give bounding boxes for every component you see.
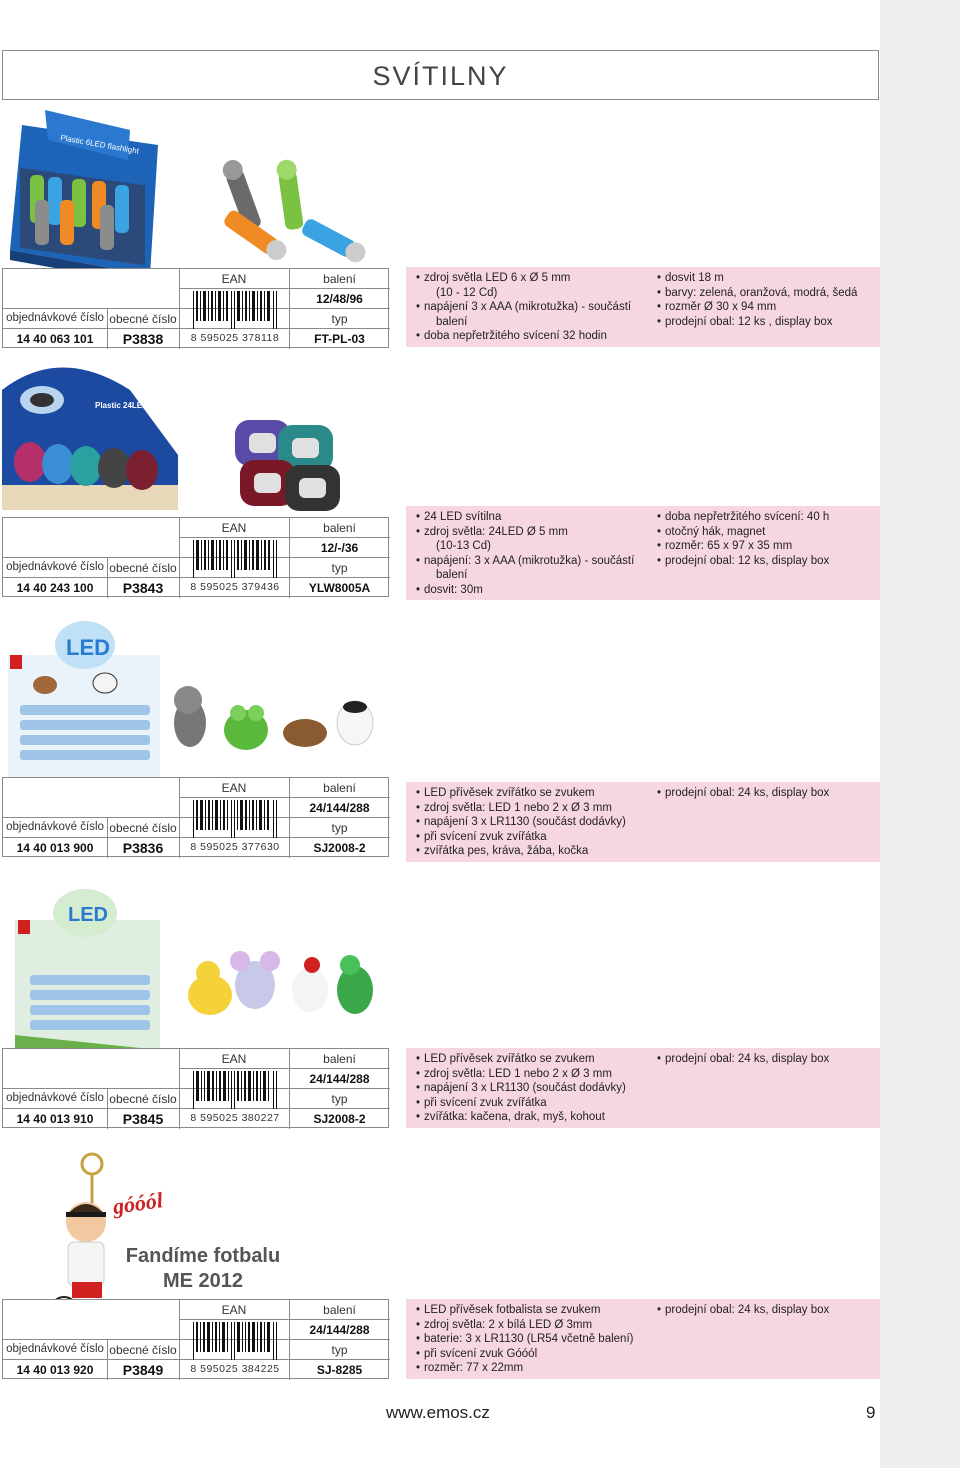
right-margin-strip: [880, 0, 960, 1468]
spec-item: • při svícení zvuk zvířátka: [418, 1096, 650, 1111]
spec-item: • prodejní obal: 12 ks, display box: [659, 554, 879, 569]
general-no-header: obecné číslo: [109, 312, 177, 326]
type-value: SJ2008-2: [313, 841, 366, 855]
ean-digits: 8 595025 384225: [190, 1363, 280, 1375]
spec-item: • LED přívěsek zvířátko se zvukem: [418, 1052, 650, 1067]
spec-item: • rozměr: 65 x 97 x 35 mm: [659, 539, 879, 554]
specs-panel: [406, 506, 880, 600]
general-no-value: P3849: [122, 1362, 164, 1378]
spec-item: • rozměr: 77 x 22mm: [418, 1361, 650, 1376]
specs-left-list: [418, 271, 650, 344]
spec-item: • otočný hák, magnet: [659, 525, 879, 540]
box-label: LED: [66, 635, 110, 660]
spec-item: balení: [436, 315, 468, 328]
type-value: FT-PL-03: [314, 332, 365, 346]
packaging-value: 24/144/288: [309, 1323, 370, 1337]
section-title-box: [2, 50, 879, 100]
general-no-value: P3845: [122, 1111, 164, 1127]
ean-barcode: [187, 1071, 283, 1111]
general-no-value: P3843: [122, 580, 164, 596]
ean-header: EAN: [221, 272, 247, 286]
specs-panel: [406, 782, 880, 862]
type-value: SJ-8285: [316, 1363, 363, 1377]
packaging-value: 12/-/36: [320, 541, 359, 555]
product-info-table: [2, 268, 389, 348]
order-no-value: 14 40 243 100: [16, 581, 94, 595]
spec-item: • prodejní obal: 24 ks, display box: [659, 1052, 879, 1067]
type-header: typ: [331, 312, 348, 326]
packaging-header: balení: [323, 1052, 356, 1066]
dragon-keychain: [337, 955, 373, 1014]
ean-digits: 8 595025 380227: [190, 1112, 280, 1124]
general-no-header: obecné číslo: [109, 1092, 177, 1106]
order-no-header: objednávkové číslo: [6, 821, 104, 833]
packaging-header: balení: [323, 781, 356, 795]
product-info-table: [2, 517, 389, 597]
specs-right-list: [659, 1303, 879, 1318]
spec-item: • rozměr Ø 30 x 94 mm: [659, 300, 879, 315]
spec-item: • 24 LED svítilna: [418, 510, 650, 525]
spec-item: • zdroj světla: 24LED Ø 5 mm: [418, 525, 650, 540]
specs-right-list: [659, 271, 879, 329]
spec-item: • při svícení zvuk zvířátka: [418, 830, 650, 845]
packaging-value: 24/144/288: [309, 1072, 370, 1086]
spec-item: • prodejní obal: 24 ks, display box: [659, 786, 879, 801]
general-no-value: P3838: [122, 331, 164, 347]
ean-header: EAN: [221, 1052, 247, 1066]
product-info-table: [2, 1299, 389, 1379]
ean-header: EAN: [221, 781, 247, 795]
spec-item: • při svícení zvuk Góóól: [418, 1347, 650, 1362]
ean-header: EAN: [221, 521, 247, 535]
spec-item: balení: [436, 569, 468, 582]
order-no-header: objednávkové číslo: [6, 1092, 104, 1104]
footer-website: www.emos.cz: [386, 1403, 490, 1422]
specs-panel: [406, 1048, 880, 1128]
spec-item: • LED přívěsek fotbalista se zvukem: [418, 1303, 650, 1318]
spec-item: • zvířátka pes, kráva, žába, kočka: [418, 844, 650, 859]
ean-digits: 8 595025 377630: [190, 841, 280, 853]
product-p3836: [0, 615, 880, 865]
order-no-header: objednávkové číslo: [6, 312, 104, 324]
spec-item: • zvířátka: kačena, drak, myš, kohout: [418, 1110, 650, 1125]
packaging-value: 24/144/288: [309, 801, 370, 815]
ean-barcode: [187, 291, 283, 331]
specs-panel: [406, 267, 880, 347]
spec-item: • prodejní obal: 12 ks , display box: [659, 315, 879, 330]
order-no-header: objednávkové číslo: [6, 561, 104, 573]
spec-item: • dosvit: 30m: [418, 583, 650, 598]
spec-item: • baterie: 3 x LR1130 (LR54 včetně balení): [418, 1332, 650, 1347]
spec-item: • napájení 3 x LR1130 (součást dodávky): [418, 1081, 650, 1096]
packaging-header: balení: [323, 1303, 356, 1317]
ean-digits: 8 595025 378118: [190, 332, 280, 344]
spec-item: • barvy: zelená, oranžová, modrá, šedá: [659, 286, 879, 301]
specs-left-list: [418, 1052, 650, 1125]
product-image-24led-lamps: [0, 360, 390, 520]
promo-heading: [118, 1244, 288, 1294]
specs-right-list: [659, 1052, 879, 1067]
type-header: typ: [331, 1092, 348, 1106]
ean-barcode: [187, 540, 283, 580]
type-header: typ: [331, 821, 348, 835]
box-label: Plastic 24LED flashlight: [95, 401, 186, 410]
ean-header: EAN: [221, 1303, 247, 1317]
promo-line-1: Fandíme fotbalu: [125, 1245, 281, 1267]
order-no-value: 14 40 013 900: [16, 841, 94, 855]
specs-right-list: [659, 786, 879, 801]
type-header: typ: [331, 1343, 348, 1357]
spec-item: • zdroj světla LED 6 x Ø 5 mm: [418, 271, 650, 286]
duck-keychain: [188, 961, 232, 1015]
ean-barcode: [187, 1322, 283, 1362]
order-no-value: 14 40 063 101: [16, 332, 94, 346]
spec-item: • dosvit 18 m: [659, 271, 879, 286]
specs-left-list: [418, 510, 650, 598]
specs-panel: [406, 1299, 880, 1379]
box-label: Plastic 6LED flashlight: [59, 133, 140, 156]
product-image-flashlights: [0, 105, 390, 270]
order-no-value: 14 40 013 910: [16, 1112, 94, 1126]
frog-keychain: [224, 705, 268, 750]
order-no-header: objednávkové číslo: [6, 1343, 104, 1355]
type-header: typ: [331, 561, 348, 575]
spec-item: • napájení: 3 x AAA (mikrotužka) - součástí: [418, 554, 650, 569]
ean-digits: 8 595025 379436: [190, 581, 280, 593]
product-p3845: [0, 885, 880, 1130]
spec-item: • prodejní obal: 24 ks, display box: [659, 1303, 879, 1318]
spec-item: • LED přívěsek zvířátko se zvukem: [418, 786, 650, 801]
goal-text: góóól: [111, 1187, 165, 1219]
product-p3843: [0, 360, 880, 605]
type-value: YLW8005A: [308, 581, 371, 595]
product-image-animal-keychains-2: [0, 885, 400, 1070]
product-p3838: [0, 105, 880, 350]
general-no-header: obecné číslo: [109, 561, 177, 575]
product-info-table: [2, 777, 389, 857]
ean-barcode: [187, 800, 283, 840]
page-number: 9: [866, 1403, 876, 1422]
spec-item: • napájení 3 x AAA (mikrotužka) - součástí: [418, 300, 650, 315]
product-info-table: [2, 1048, 389, 1128]
general-no-header: obecné číslo: [109, 1343, 177, 1357]
packaging-value: 12/48/96: [316, 292, 363, 306]
spec-item: • zdroj světla: 2 x bílá LED Ø 3mm: [418, 1318, 650, 1333]
specs-right-list: [659, 510, 879, 568]
spec-item: • doba nepřetržitého svícení 32 hodin: [418, 329, 650, 344]
specs-left-list: [418, 786, 650, 859]
spec-item: • napájení 3 x LR1130 (součást dodávky): [418, 815, 650, 830]
spec-item: (10-13 Cd): [436, 540, 491, 553]
mouse-keychain: [230, 951, 280, 1009]
product-p3849: [0, 1150, 880, 1390]
cat-keychain: [174, 686, 206, 747]
promo-line-2: ME 2012: [162, 1270, 244, 1292]
rooster-keychain: [292, 957, 328, 1012]
box-label: LED: [68, 904, 108, 926]
order-no-value: 14 40 013 920: [16, 1363, 94, 1377]
type-value: SJ2008-2: [313, 1112, 366, 1126]
spec-item: • doba nepřetržitého svícení: 40 h: [659, 510, 879, 525]
dog-keychain: [283, 719, 327, 747]
general-no-header: obecné číslo: [109, 821, 177, 835]
page-title: SVÍTILNY: [372, 61, 509, 91]
spec-item: • zdroj světla: LED 1 nebo 2 x Ø 3 mm: [418, 801, 650, 816]
spec-item: (10 - 12 Cd): [436, 286, 498, 299]
specs-left-list: [418, 1303, 650, 1376]
general-no-value: P3836: [122, 840, 164, 856]
spec-item: • zdroj světla: LED 1 nebo 2 x Ø 3 mm: [418, 1067, 650, 1082]
packaging-header: balení: [323, 521, 356, 535]
packaging-header: balení: [323, 272, 356, 286]
cow-keychain: [337, 701, 373, 745]
